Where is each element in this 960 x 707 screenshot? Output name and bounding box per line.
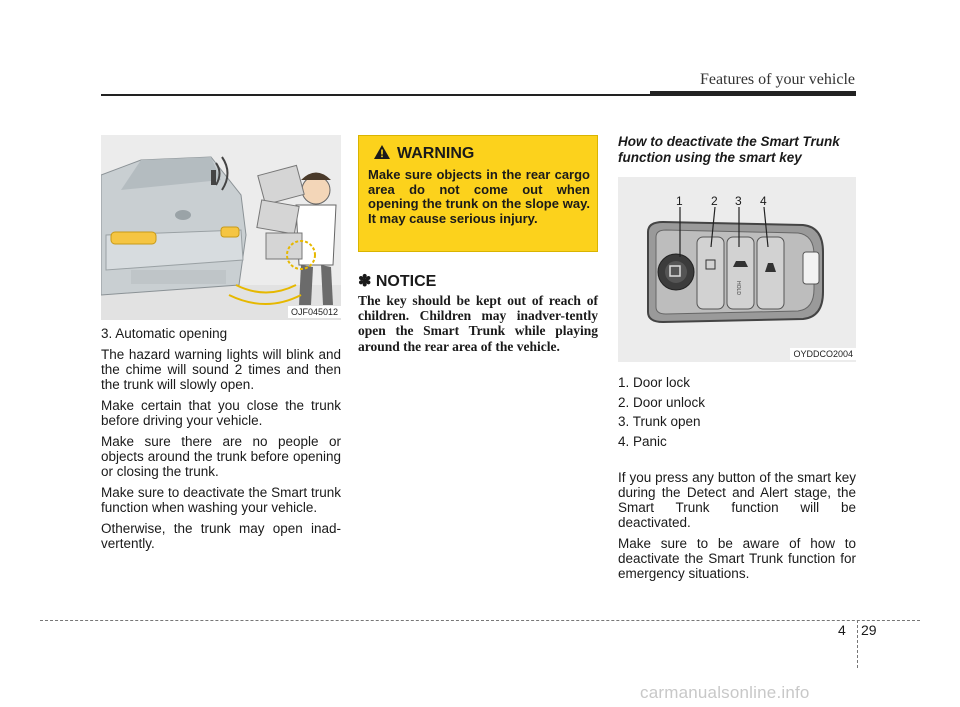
list-item: 1. Door lock (618, 375, 691, 390)
figure-code: OYDDCO2004 (790, 348, 856, 360)
key-callout-1: 1 (676, 194, 683, 208)
key-callout-4: 4 (760, 194, 767, 208)
paragraph: Make sure to be aware of how to deactivate the Smart Trunk function for emergency situations. (618, 536, 856, 581)
paragraph: Otherwise, the trunk may open inad-vertently. (101, 521, 341, 551)
warning-header (373, 144, 474, 164)
paragraph: The hazard warning lights will blink and the chime will sound 2 times and then the trunk will slowly open. (101, 347, 341, 392)
list-item: 3. Trunk open (618, 414, 701, 429)
key-callout-3: 3 (735, 194, 742, 208)
watermark: carmanualsonline.info (640, 683, 810, 702)
smart-key-illustration (618, 177, 856, 362)
page-header-title: Features of your vehicle (699, 71, 855, 88)
notice-text: The key should be kept out of reach of children. Children may inadver-tently open the Smart Trunk while playing around the rear area of the vehicle. (358, 293, 598, 354)
key-hold-label: HOLD (734, 281, 741, 295)
warning-text: Make sure objects in the rear cargo area do not come out when opening the trunk on the slope way. It may cause serious injury. (368, 167, 590, 226)
paragraph: If you press any button of the smart key during the Detect and Alert stage, the Smart Trunk function will be deactivated. (618, 470, 856, 530)
trunk-opening-illustration (101, 135, 341, 320)
figure-code: OJF045012 (288, 306, 341, 318)
notice-title: ✽ NOTICE (358, 273, 437, 290)
footer-rule (40, 620, 920, 621)
section-heading: 3. Automatic opening (101, 326, 228, 341)
list-item: 2. Door unlock (618, 394, 706, 410)
paragraph: Make certain that you close the trunk before driving your vehicle. (101, 398, 341, 428)
warning-title: WARNING (397, 145, 475, 162)
page-number: 29 (861, 622, 877, 638)
section-title: How to deactivate the Smart Trunk function using the smart key (618, 134, 840, 165)
key-callout-2: 2 (711, 194, 718, 208)
paragraph: Make sure to deactivate the Smart trunk function when washing your vehicle. (101, 485, 341, 515)
chapter-number: 4 (838, 622, 846, 638)
key-button-list (618, 373, 705, 451)
left-column-text (101, 326, 341, 557)
footer-divider (857, 620, 858, 668)
list-item: 4. Panic (618, 433, 667, 449)
header-rule-accent (650, 91, 856, 96)
right-column-text (618, 470, 856, 587)
warning-box (358, 135, 598, 252)
warning-triangle-icon (373, 144, 391, 165)
paragraph: Make sure there are no people or objects around the trunk before opening or closing the trunk. (101, 434, 341, 479)
